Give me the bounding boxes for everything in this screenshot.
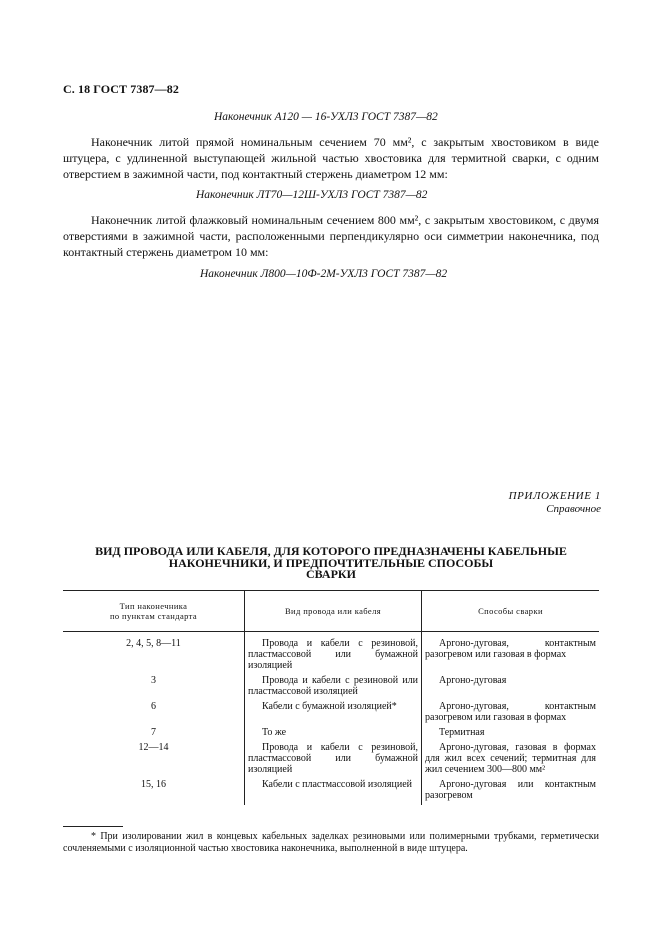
cell-welding: Аргоно-дуговая [422,675,600,701]
designation-2: Наконечник ЛТ70—12Ш-УХЛ3 ГОСТ 7387—82 [196,189,428,201]
paragraph-1: Наконечник литой прямой номинальным сечением 70 мм², с закрытым хвостовиком в виде штуцера, с удлиненной выступающей жильной частью хвостовика для термитной сварки, с одним отверстием в зажимной части, под контактный стержень диаметром 12 мм: [63,135,599,181]
table-row [63,701,599,727]
table-title [63,546,599,581]
table-row [63,675,599,701]
cell-wire: Провода и кабели с резиновой, пластмассовой или бумажной изоляцией [245,632,422,676]
table-title-line: НАКОНЕЧНИКИ, И ПРЕДПОЧТИТЕЛЬНЫЕ СПОСОБЫ [168,555,494,570]
header-wire: Вид провода или кабеля [245,591,422,632]
cell-welding: Аргоно-дуговая, контактным разогревом или газовая в формах [422,701,600,727]
cell-type: 6 [151,701,156,712]
appendix-label: ПРИЛОЖЕНИЕ 1 [508,490,601,502]
cell-welding: Термитная [422,727,600,742]
table-row [63,742,599,779]
cell-type: 15, 16 [141,779,166,790]
paragraph-2: Наконечник литой флажковый номинальным сечением 800 мм², с закрытым хвостовиком, с двумя отверстиями в зажимной части, расположенными перпендикулярно оси симметрии наконечника, под контактный стержень диаметром 10 мм: [63,213,599,259]
footnote: * При изолировании жил в концевых кабельных заделках резиновыми или полимерными трубками, герметически сочленяемыми с изоляционной частью хвостовика наконечника, выполненной в виде штуцера. [63,831,599,854]
table-row [63,727,599,742]
cell-welding: Аргоно-дуговая, контактным разогревом или газовая в формах [422,632,600,676]
header-type [63,591,245,632]
page-header: С. 18 ГОСТ 7387—82 [63,82,179,96]
header-type-line2: по пунктам стандарта [109,611,198,621]
cell-type: 2, 4, 5, 8—11 [126,638,181,649]
table-title-line: ВИД ПРОВОДА ИЛИ КАБЕЛЯ, ДЛЯ КОТОРОГО ПРЕДНАЗНАЧЕНЫ КАБЕЛЬНЫЕ [95,544,567,558]
appendix-status: Справочное [546,503,601,515]
cell-welding: Аргоно-дуговая или контактным разогревом [422,779,600,805]
table-title-line: СВАРКИ [306,567,356,581]
designation-3: Наконечник Л800—10Ф-2М-УХЛ3 ГОСТ 7387—82 [200,268,448,280]
appendix-heading [509,490,601,516]
cell-welding: Аргоно-дуговая, газовая в формах для жил всех сечений; термитная для жил сечением 300—800 мм² [422,742,600,779]
table-header-row [63,591,599,632]
cell-type: 3 [151,675,156,686]
cell-type: 7 [151,727,156,738]
cell-type: 12—14 [138,742,169,753]
welding-table [63,590,599,805]
header-welding: Способы сварки [422,591,600,632]
cell-wire: То же [245,727,422,742]
cell-wire: Провода и кабели с резиновой, пластмассовой или бумажной изоляцией [245,742,422,779]
footnote-divider [63,826,123,827]
designation-1: Наконечник А120 — 16-УХЛ3 ГОСТ 7387—82 [214,111,438,123]
table-row [63,779,599,805]
cell-wire: Провода и кабели с резиновой или пластмассовой изоляцией [245,675,422,701]
cell-wire: Кабели с пластмассовой изоляцией [245,779,422,805]
header-type-line1: Тип наконечника [119,601,188,611]
table-row [63,632,599,676]
cell-wire: Кабели с бумажной изоляцией* [245,701,422,727]
